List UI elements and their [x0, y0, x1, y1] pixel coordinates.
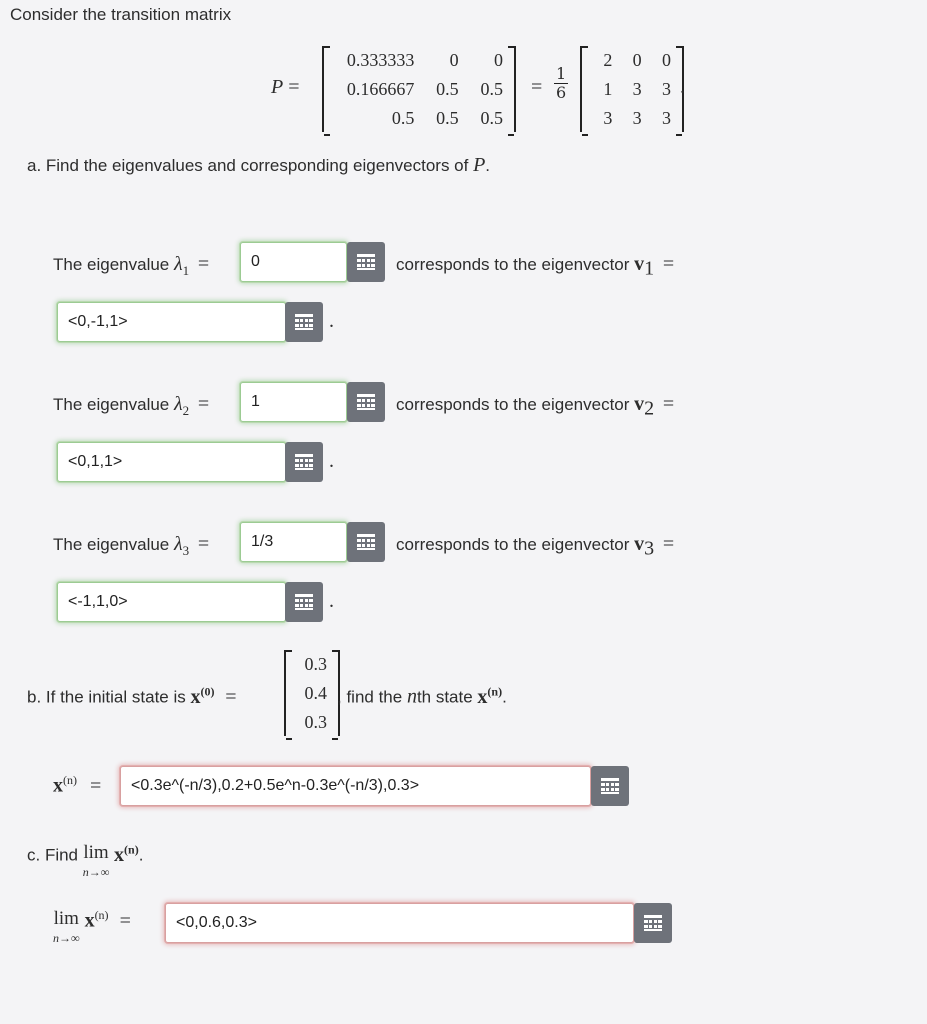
answer-c-superscript: (n) — [94, 908, 109, 922]
part-b-after2: th state — [416, 687, 478, 707]
matrix-symbol: P — [271, 76, 284, 98]
decimal-cell: 0.5 — [480, 108, 503, 128]
keypad-button-vec-2[interactable] — [285, 442, 323, 482]
part-c-label: c. Find — [27, 845, 83, 865]
v-subscript: 3 — [644, 537, 655, 560]
x0-symbol: $x^{(0)}$ — [190, 684, 215, 708]
keypad-icon — [601, 778, 619, 794]
initial-state-vector — [284, 650, 340, 736]
decimal-cell: 0.166667 — [346, 79, 415, 99]
integer-cell: 3 — [603, 108, 613, 128]
part-b-equals: = — [225, 685, 237, 708]
part-b-question-left — [27, 684, 236, 709]
xn-symbol: $x^{(n)}$ — [477, 684, 503, 708]
keypad-button-c[interactable] — [634, 903, 672, 943]
integer-cell: 0 — [662, 50, 671, 70]
xn-superscript: (n) — [487, 684, 503, 698]
init-cell: 0.4 — [304, 683, 327, 703]
decimal-cell: 0 — [449, 50, 459, 70]
nth-state-input[interactable]: <0.3e^(-n/3),0.2+0.5e^n-0.3e^(-n/3),0.3> — [120, 766, 591, 806]
part-b-after: , find the — [337, 687, 407, 707]
fraction — [554, 65, 568, 102]
integer-cell: 3 — [632, 79, 642, 99]
equals-sign-2: = — [531, 76, 543, 98]
eigenvalue-text: The eigenvalue — [53, 535, 174, 554]
integer-cell: 1 — [603, 79, 613, 99]
x-limit-symbol: $x^{(n)}$ — [114, 842, 139, 866]
lim-subscript-2: n→∞ — [53, 931, 80, 945]
eigenvalue-input-3[interactable]: 1/3 — [240, 522, 347, 562]
integer-cell: 2 — [603, 50, 613, 70]
keypad-icon — [357, 534, 375, 550]
lambda-subscript: 3 — [182, 543, 190, 558]
init-cell: 0.3 — [304, 712, 327, 732]
keypad-icon — [357, 394, 375, 410]
eigenvector-label-3: corresponds to the eigenvector $v_3$ = — [396, 533, 675, 560]
decimal-cell: 0.5 — [436, 79, 459, 99]
n-symbol: n — [406, 685, 417, 708]
keypad-button-b[interactable] — [591, 766, 629, 806]
decimal-cell: 0.5 — [436, 108, 459, 128]
eigenvector-input-2[interactable]: <0,1,1> — [57, 442, 286, 482]
integer-cell: 3 — [662, 108, 671, 128]
matrix-period: . — [680, 76, 685, 98]
part-c-answer-label: lim n→∞ $x^{(n)}$ = — [53, 908, 131, 945]
equals-sign: = — [288, 76, 300, 98]
decimal-cell: 0 — [494, 50, 503, 70]
keypad-icon — [295, 594, 313, 610]
answer-b-superscript: (n) — [63, 773, 77, 787]
eigenvector-input-3[interactable]: <-1,1,0> — [57, 582, 286, 622]
part-c-question — [27, 842, 143, 878]
fraction-numerator: 1 — [556, 64, 567, 83]
corresponds-text: corresponds to the eigenvector — [396, 255, 635, 274]
eigenvector-period-3: . — [329, 590, 334, 612]
integer-cell: 0 — [632, 50, 642, 70]
limit-input[interactable]: <0,0.6,0.3> — [165, 903, 634, 943]
part-b-question-right — [337, 684, 507, 709]
lim-operator: lim — [83, 842, 109, 863]
eigenvector-input-1[interactable]: <0,-1,1> — [57, 302, 286, 342]
part-a-symbol: P — [473, 154, 486, 176]
keypad-icon — [295, 454, 313, 470]
corresponds-text: corresponds to the eigenvector — [396, 535, 635, 554]
part-b-end: . — [502, 687, 507, 707]
lambda-subscript: 2 — [182, 403, 190, 418]
decimal-cell: 0.333333 — [346, 50, 415, 70]
lim-subscript: n→∞ — [82, 865, 110, 879]
eigenvector-label-1: corresponds to the eigenvector $v_1$ = — [396, 253, 675, 280]
x0-superscript: (0) — [200, 684, 215, 698]
lim-operator-2: lim — [53, 908, 79, 929]
part-c-end: . — [138, 845, 144, 865]
decimal-matrix — [322, 46, 516, 132]
keypad-button-eig-3[interactable] — [347, 522, 385, 562]
keypad-icon — [357, 254, 375, 270]
keypad-icon — [295, 314, 313, 330]
intro-text: Consider the transition matrix — [10, 5, 232, 24]
decimal-cell: 0.5 — [480, 79, 503, 99]
keypad-icon — [644, 915, 662, 931]
v-subscript: 1 — [644, 257, 655, 280]
eigenvalue-text: The eigenvalue — [53, 255, 174, 274]
keypad-button-vec-1[interactable] — [285, 302, 323, 342]
keypad-button-eig-2[interactable] — [347, 382, 385, 422]
part-b-answer-label: $x^{(n)}$ = — [53, 773, 102, 797]
x-limit-superscript: (n) — [124, 842, 139, 856]
integer-cell: 3 — [632, 108, 642, 128]
integer-matrix — [580, 46, 684, 132]
eigenvalue-label-1: The eigenvalue $\lambda_1$ = — [53, 253, 210, 278]
keypad-button-eig-1[interactable] — [347, 242, 385, 282]
part-a-end: . — [485, 156, 491, 175]
eigenvalue-input-1[interactable]: 0 — [240, 242, 347, 282]
keypad-button-vec-3[interactable] — [285, 582, 323, 622]
matrix-label — [271, 76, 300, 99]
eigenvector-label-2: corresponds to the eigenvector $v_2$ = — [396, 393, 675, 420]
eigenvalue-input-2[interactable]: 1 — [240, 382, 347, 422]
v-subscript: 2 — [644, 397, 655, 420]
init-cell: 0.3 — [304, 654, 327, 674]
corresponds-text: corresponds to the eigenvector — [396, 395, 635, 414]
lambda-subscript: 1 — [182, 263, 190, 278]
eigenvalue-label-3: The eigenvalue $\lambda_3$ = — [53, 533, 210, 558]
eigenvector-period-2: . — [329, 450, 334, 472]
decimal-cell: 0.5 — [391, 108, 415, 128]
eigenvalue-label-2: The eigenvalue $\lambda_2$ = — [53, 393, 210, 418]
part-a-question — [27, 154, 490, 177]
eigenvector-period-1: . — [329, 310, 334, 332]
eigenvalue-text: The eigenvalue — [53, 395, 174, 414]
fraction-denominator: 6 — [556, 83, 567, 102]
integer-cell: 3 — [662, 79, 671, 99]
part-a-label: a. Find the eigenvalues and corresponding eigenvectors of — [27, 156, 474, 175]
part-b-label: b. If the initial state is — [27, 687, 191, 707]
